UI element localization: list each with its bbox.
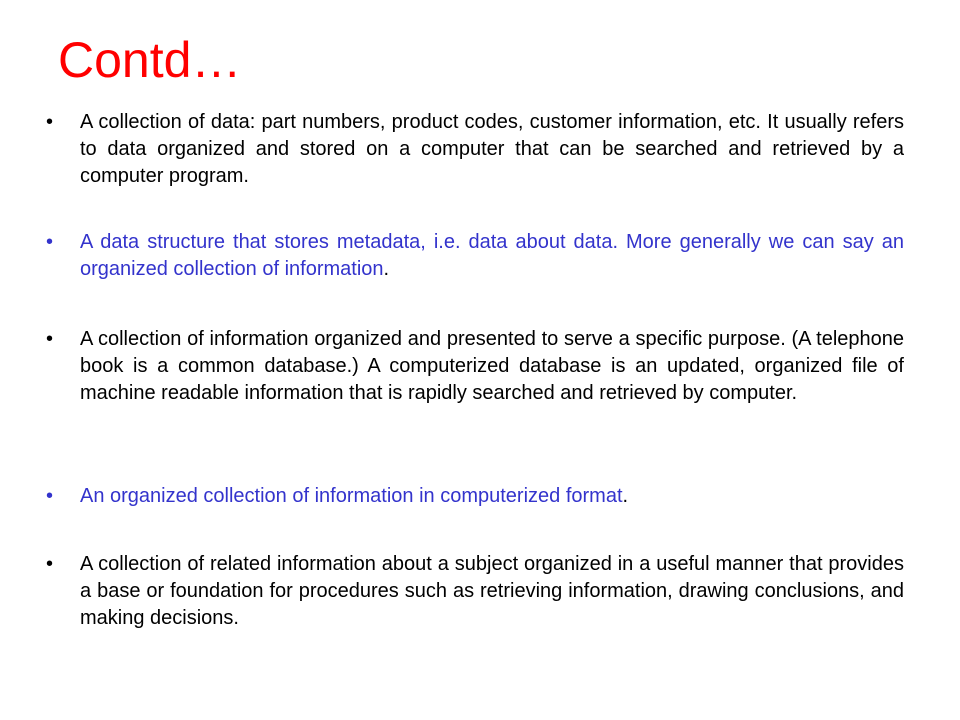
bullet-text: A collection of data: part numbers, product codes, customer information, etc. It usually refers to data organized and stored on a computer that can be searched and retrieved by a computer program.	[80, 111, 904, 187]
bullet-text-wrapper	[80, 483, 904, 510]
bullet-trailing-period: .	[383, 258, 390, 280]
bullet-text: A collection of information organized and presented to serve a specific purpose. (A telephone book is a common database.) A computerized database is an updated, organized file of machine readable information that is rapidly searched and retrieved by computer.	[80, 328, 904, 404]
slide-title: Contd…	[58, 32, 242, 88]
bullet-marker: •	[46, 553, 54, 575]
bullet-marker: •	[46, 328, 54, 350]
bullet-text: An organized collection of information in computerized format	[80, 485, 623, 507]
bullet-trailing-period: .	[622, 485, 629, 507]
bullet-text: A collection of related information about a subject organized in a useful manner that provides a base or foundation for procedures such as retrieving information, drawing conclusions, and making decisions.	[80, 553, 904, 629]
bullet-text-wrapper	[80, 229, 904, 283]
bullet-marker: •	[46, 231, 54, 253]
bullet-marker: •	[46, 485, 54, 507]
bullet-marker: •	[46, 111, 54, 133]
bullet-text: A data structure that stores metadata, i.e. data about data. More generally we can say an organized collection of information	[80, 231, 904, 280]
